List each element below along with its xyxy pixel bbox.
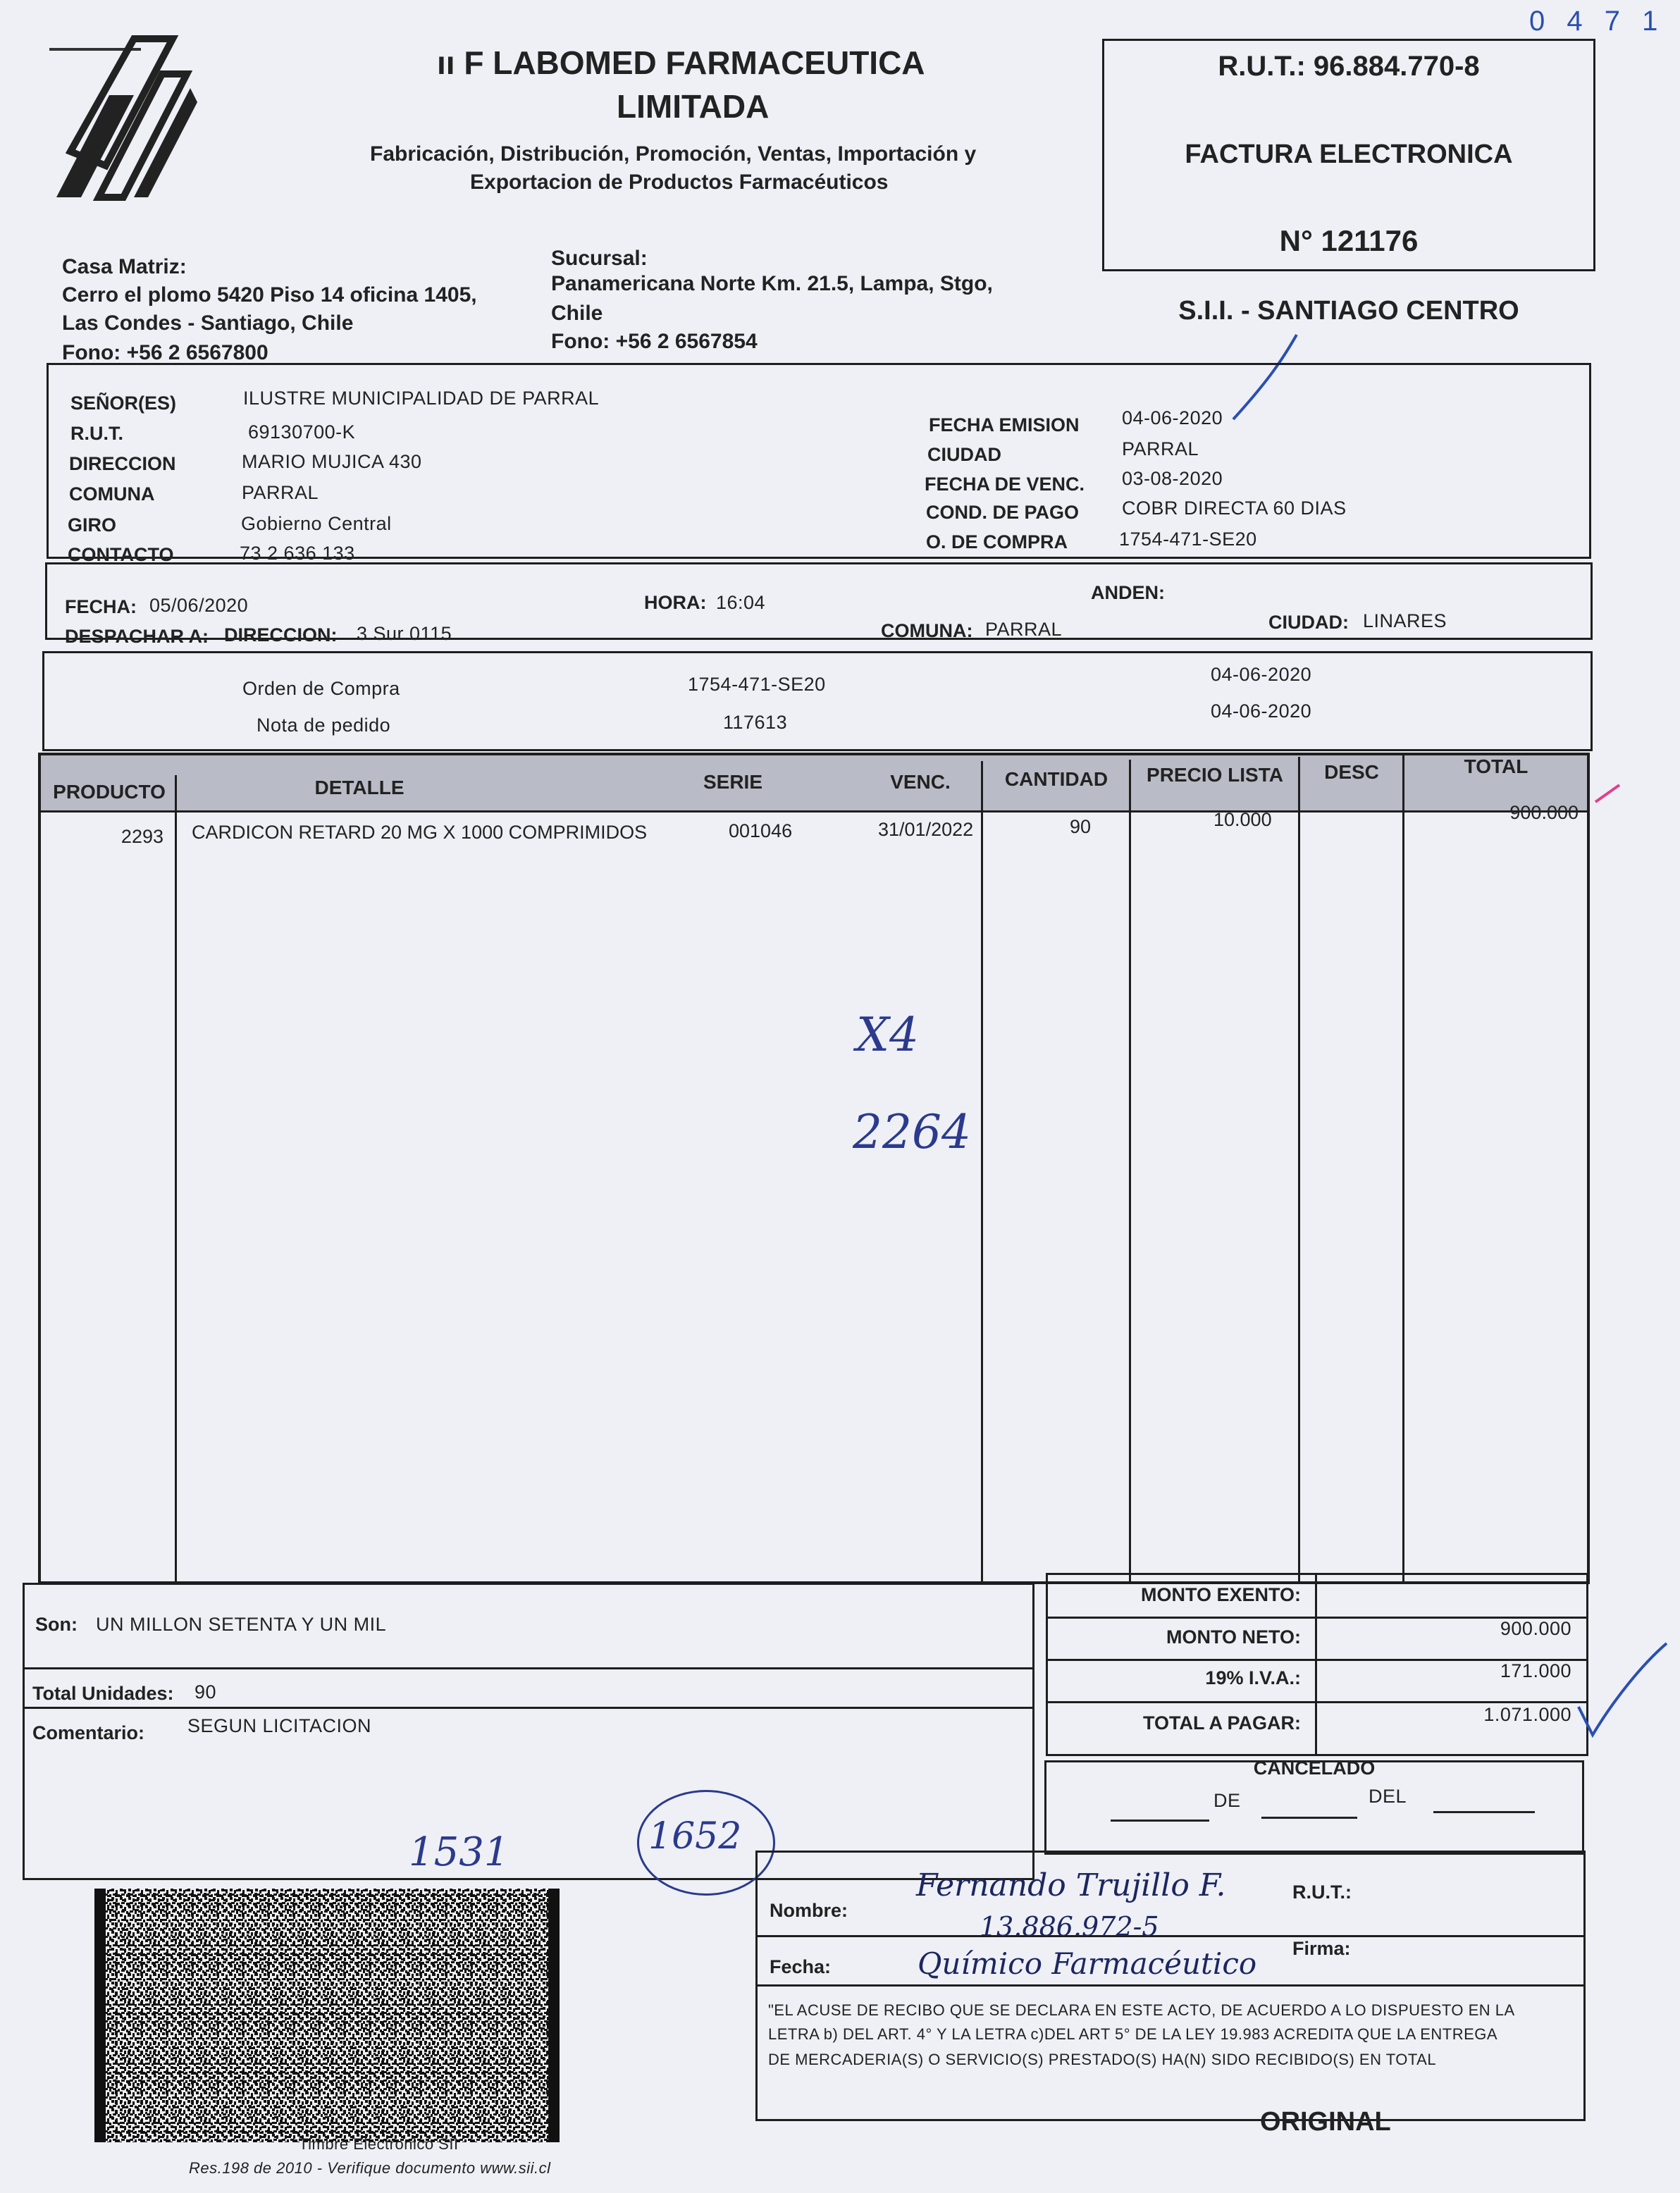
client-label-direccion: DIRECCION (69, 453, 176, 474)
value-ciudad: PARRAL (1122, 438, 1199, 459)
stamp-rut: 13.886.972-5 (980, 1911, 1159, 1942)
total-unidades: 90 (194, 1681, 217, 1703)
dispatch-fecha-label: FECHA: (65, 596, 137, 617)
col-divider-4 (1298, 757, 1300, 1583)
client-value-giro: Gobierno Central (241, 513, 392, 534)
receipt-divider-2 (757, 1984, 1584, 1987)
row-cantidad: 90 (1070, 816, 1092, 837)
receipt-legal-3: DE MERCADERIA(S) O SERVICIO(S) PRESTADO(S) HA(N) SIDO RECIBIDO(S) EN TOTAL (768, 2051, 1437, 2068)
row-serie: 001046 (729, 820, 793, 841)
dispatch-hora: 16:04 (716, 592, 766, 613)
header-serie: SERIE (703, 771, 763, 793)
value-fecha-venc: 03-08-2020 (1122, 468, 1223, 489)
matriz-phone: Fono: +56 2 6567800 (62, 341, 268, 364)
dispatch-ciudad: LINARES (1363, 610, 1447, 631)
company-desc-line1: Fabricación, Distribución, Promoción, Ventas, Importación y (370, 142, 977, 166)
dispatch-despachar-label: DESPACHAR A: (65, 626, 209, 647)
company-desc-line2: Exportacion de Productos Farmacéuticos (470, 171, 889, 194)
client-label-comuna: COMUNA (69, 483, 155, 505)
ref-date-np: 04-06-2020 (1211, 700, 1312, 722)
cancelado-del: DEL (1369, 1786, 1407, 1807)
comentario-label: Comentario: (32, 1722, 145, 1743)
client-value-senores: ILUSTRE MUNICIPALIDAD DE PARRAL (243, 388, 600, 409)
receipt-legal-1: "EL ACUSE DE RECIBO QUE SE DECLARA EN ESTE ACTO, DE ACUERDO A LO DISPUESTO EN LA (768, 2001, 1515, 2019)
sucursal-address-1: Panamericana Norte Km. 21.5, Lampa, Stgo, (551, 272, 993, 295)
row-producto: 2293 (121, 826, 163, 847)
total-pagar-value: 1.071.000 (1483, 1704, 1571, 1725)
cancelado-de: DE (1213, 1790, 1241, 1811)
handwritten-summary-2: 1652 (648, 1815, 742, 1858)
son-label: Son: (35, 1614, 78, 1635)
client-label-giro: GIRO (68, 514, 117, 536)
dispatch-ciudad-label: CIUDAD: (1268, 612, 1349, 633)
header-total: TOTAL (1464, 755, 1528, 777)
receipt-divider-1 (757, 1935, 1584, 1937)
total-pagar-label: TOTAL A PAGAR: (1143, 1712, 1301, 1734)
col-divider-3 (1129, 760, 1131, 1583)
header-precio-lista: PRECIO LISTA (1147, 764, 1283, 786)
ref-date-oc: 04-06-2020 (1211, 664, 1312, 685)
ref-number-np: 117613 (723, 712, 788, 733)
monto-exento-label: MONTO EXENTO: (1140, 1584, 1301, 1605)
value-fecha-emision: 04-06-2020 (1122, 407, 1223, 428)
client-value-direccion: MARIO MUJICA 430 (242, 451, 422, 472)
value-cond-pago: COBR DIRECTA 60 DIAS (1122, 498, 1347, 519)
client-label-senores: SEÑOR(ES) (70, 393, 177, 414)
label-fecha-venc: FECHA DE VENC. (925, 474, 1085, 495)
receipt-firma-label: Firma: (1292, 1938, 1351, 1959)
client-value-comuna: PARRAL (242, 482, 319, 503)
timbre-res: Res.198 de 2010 - Verifique documento www.sii.cl (189, 2159, 551, 2177)
company-name-line1: ıı F LABOMED FARMACEUTICA (437, 44, 925, 81)
iva-value: 171.000 (1500, 1660, 1571, 1681)
summary-divider-2 (24, 1707, 1033, 1709)
company-name-line2: LIMITADA (617, 88, 770, 125)
matriz-address-2: Las Condes - Santiago, Chile (62, 311, 354, 335)
doc-type: FACTURA ELECTRONICA (1185, 140, 1513, 169)
header-desc: DESC (1324, 761, 1379, 783)
son-value: UN MILLON SETENTA Y UN MIL (96, 1614, 387, 1635)
label-cond-pago: COND. DE PAGO (926, 502, 1080, 523)
comentario: SEGUN LICITACION (187, 1715, 372, 1736)
client-value-contacto: 73 2 636 133 (240, 543, 355, 564)
dispatch-direccion: 3 Sur 0115 (357, 623, 452, 644)
receipt-legal-2: LETRA b) DEL ART. 4° Y LA LETRA c)DEL ART 5° DE LA LEY 19.983 ACREDITA QUE LA ENTREGA (768, 2025, 1498, 2043)
dispatch-hora-label: HORA: (644, 592, 707, 613)
items-table (38, 753, 1590, 1584)
header-venc: VENC. (890, 771, 951, 793)
col-divider-2 (981, 761, 983, 1583)
invoice-number: N° 121176 (1279, 224, 1419, 257)
dispatch-direccion-label: DIRECCION: (224, 624, 338, 645)
row-total: 900.000 (1509, 802, 1579, 823)
totals-col-divider (1315, 1574, 1317, 1755)
summary-divider-1 (24, 1667, 1033, 1669)
cancelado-line-3 (1433, 1811, 1535, 1813)
handwritten-note-1: X4 (856, 1008, 919, 1062)
timbre-label: Timbre Electronico SII (299, 2135, 459, 2153)
total-unidades-label: Total Unidades: (32, 1683, 174, 1704)
label-orden-compra: O. DE COMPRA (926, 531, 1068, 552)
value-orden-compra: 1754-471-SE20 (1119, 529, 1257, 550)
client-label-rut: R.U.T. (70, 423, 124, 444)
label-ciudad: CIUDAD (927, 444, 1001, 465)
corner-number: 0 4 7 1 (1529, 6, 1665, 37)
row-detalle: CARDICON RETARD 20 MG X 1000 COMPRIMIDOS (192, 822, 648, 843)
monto-neto-label: MONTO NETO: (1166, 1626, 1301, 1648)
company-rut: R.U.T.: 96.884.770-8 (1218, 51, 1480, 82)
ref-number-oc: 1754-471-SE20 (688, 674, 826, 695)
dispatch-anden-label: ANDEN: (1091, 582, 1165, 603)
receipt-nombre-label: Nombre: (770, 1900, 848, 1921)
row-venc: 31/01/2022 (878, 819, 974, 840)
dispatch-comuna-label: COMUNA: (881, 620, 973, 641)
header-cantidad: CANTIDAD (1004, 768, 1108, 790)
col-divider-1 (175, 775, 177, 1583)
matriz-address-1: Cerro el plomo 5420 Piso 14 oficina 1405, (62, 283, 477, 307)
pink-tick-icon (1594, 781, 1622, 809)
totals-divider-3 (1047, 1701, 1587, 1703)
dispatch-comuna: PARRAL (985, 619, 1063, 640)
col-divider-5 (1402, 755, 1404, 1583)
label-fecha-emision: FECHA EMISION (929, 414, 1080, 435)
company-logo-icon (49, 32, 197, 222)
ref-label-oc: Orden de Compra (242, 678, 400, 699)
receipt-rut-label: R.U.T.: (1292, 1882, 1352, 1903)
client-label-contacto: CONTACTO (68, 544, 174, 565)
blue-tick-icon (1564, 1636, 1670, 1742)
sucursal-phone: Fono: +56 2 6567854 (551, 330, 758, 353)
iva-label: 19% I.V.A.: (1205, 1667, 1301, 1688)
matriz-label: Casa Matriz: (62, 255, 187, 278)
header-producto: PRODUCTO (53, 781, 166, 803)
sucursal-label: Sucursal: (551, 247, 648, 270)
stamp-title: Químico Farmacéutico (918, 1946, 1257, 1981)
sucursal-address-2: Chile (551, 302, 603, 325)
cancelado-line-2 (1261, 1817, 1357, 1819)
cancelado-line-1 (1111, 1820, 1209, 1822)
items-header-divider (41, 810, 1587, 813)
stamp-name: Fernando Trujillo F. (916, 1867, 1226, 1903)
timbre-barcode-icon (94, 1889, 560, 2142)
row-precio: 10.000 (1213, 809, 1272, 830)
cancelado-title: CANCELADO (1253, 1758, 1376, 1779)
dispatch-fecha: 05/06/2020 (149, 595, 249, 616)
sii-office: S.I.I. - SANTIAGO CENTRO (1178, 296, 1519, 326)
handwritten-note-2: 2264 (853, 1105, 971, 1159)
handwritten-summary-1: 1531 (409, 1829, 509, 1875)
ref-label-np: Nota de pedido (257, 715, 391, 736)
original-label: ORIGINAL (1260, 2107, 1391, 2137)
monto-neto-value: 900.000 (1500, 1618, 1571, 1639)
receipt-fecha-label: Fecha: (770, 1956, 832, 1977)
client-value-rut: 69130700-K (248, 421, 356, 443)
header-detalle: DETALLE (314, 777, 404, 798)
